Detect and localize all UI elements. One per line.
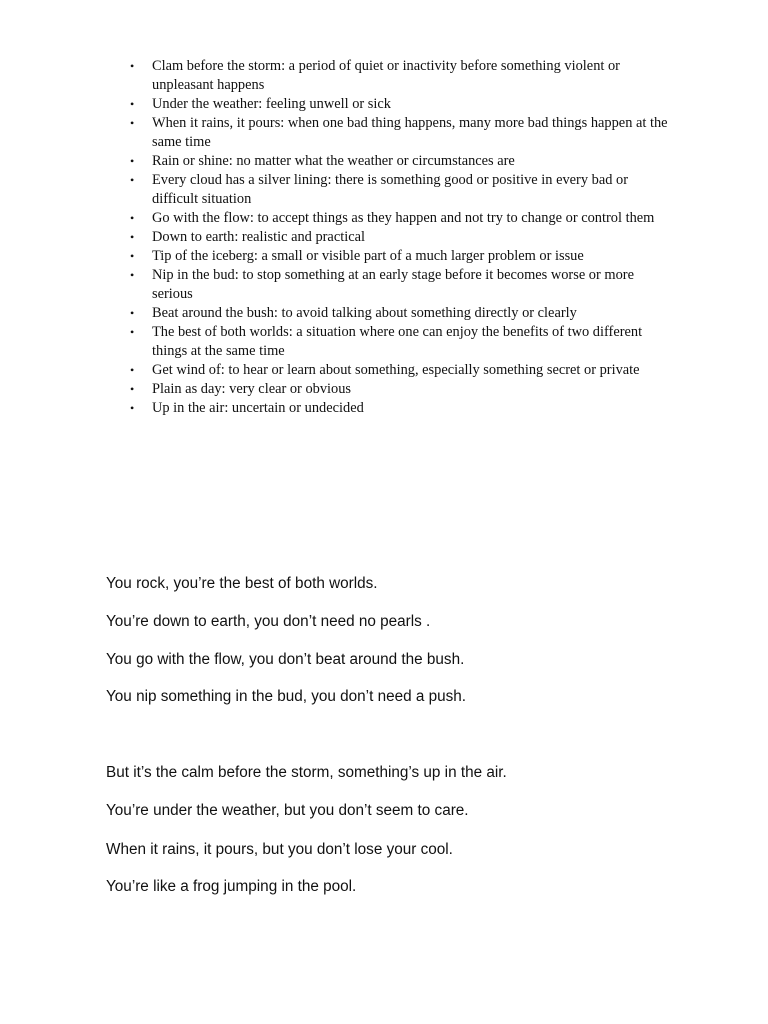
list-item [128, 171, 668, 209]
list-item [128, 247, 668, 266]
list-item [128, 380, 668, 399]
list-item [128, 57, 668, 95]
idiom-text: Get wind of: to hear or learn about something, especially something secret or private [152, 362, 640, 378]
bullet-icon: • [130, 154, 135, 168]
list-item [128, 266, 668, 304]
bullet-icon: • [130, 401, 135, 415]
list-item [128, 95, 668, 114]
poem-line: You’re under the weather, but you don’t seem to care. [106, 802, 469, 819]
bullet-icon: • [130, 116, 135, 130]
idiom-text: Under the weather: feeling unwell or sick [152, 96, 391, 112]
poem-line: You’re like a frog jumping in the pool. [106, 878, 357, 895]
bullet-icon: • [130, 363, 135, 377]
idiom-text: Rain or shine: no matter what the weather or circumstances are [152, 153, 515, 169]
list-item [128, 209, 668, 228]
bullet-icon: • [130, 173, 135, 187]
idiom-text: Every cloud has a silver lining: there is something good or positive in every bad or difficult situation [152, 172, 628, 207]
idiom-text: Up in the air: uncertain or undecided [152, 400, 364, 416]
poem-line: You’re down to earth, you don’t need no pearls . [106, 613, 431, 630]
idiom-text: The best of both worlds: a situation where one can enjoy the benefits of two different things at the same time [152, 324, 643, 359]
poem-line: You go with the flow, you don’t beat around the bush. [106, 651, 465, 668]
idiom-text: When it rains, it pours: when one bad thing happens, many more bad things happen at the same time [152, 115, 668, 150]
poem-line: You rock, you’re the best of both worlds. [106, 575, 378, 592]
list-item [128, 361, 668, 380]
list-item [128, 304, 668, 323]
list-item [128, 323, 668, 361]
list-item [128, 114, 668, 152]
list-item [128, 399, 668, 418]
idiom-list [128, 57, 668, 418]
bullet-icon: • [130, 230, 135, 244]
poem-line: But it’s the calm before the storm, something’s up in the air. [106, 764, 507, 781]
bullet-icon: • [130, 268, 135, 282]
list-item [128, 152, 668, 171]
idiom-text: Plain as day: very clear or obvious [152, 381, 352, 397]
bullet-icon: • [130, 59, 135, 73]
bullet-icon: • [130, 306, 135, 320]
idiom-text: Go with the flow: to accept things as they happen and not try to change or control them [152, 210, 655, 226]
bullet-icon: • [130, 382, 135, 396]
bullet-icon: • [130, 97, 135, 111]
idiom-text: Nip in the bud: to stop something at an early stage before it becomes worse or more serious [152, 267, 634, 302]
idiom-text: Tip of the iceberg: a small or visible part of a much larger problem or issue [152, 248, 584, 264]
poem-line: You nip something in the bud, you don’t need a push. [106, 688, 467, 705]
list-item [128, 228, 668, 247]
idiom-text: Down to earth: realistic and practical [152, 229, 365, 245]
poem-line: When it rains, it pours, but you don’t lose your cool. [106, 841, 453, 858]
bullet-icon: • [130, 249, 135, 263]
idiom-text: Clam before the storm: a period of quiet or inactivity before something violent or unpleasant happens [152, 58, 620, 93]
bullet-icon: • [130, 325, 135, 339]
bullet-icon: • [130, 211, 135, 225]
idiom-text: Beat around the bush: to avoid talking about something directly or clearly [152, 305, 577, 321]
